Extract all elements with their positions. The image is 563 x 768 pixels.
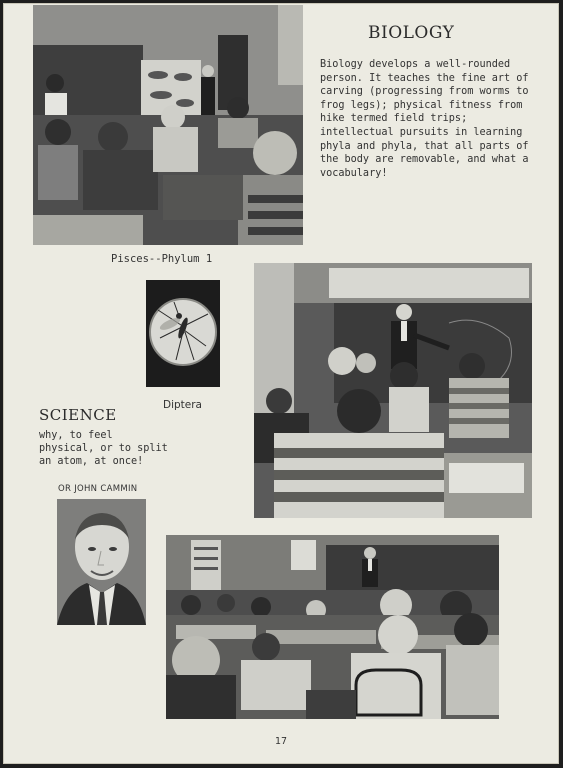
classroom-wide-photo bbox=[166, 535, 499, 719]
science-text: why, to feel physical, or to split an atom, at once! bbox=[39, 430, 168, 467]
pisces-caption: Pisces--Phylum 1 bbox=[111, 253, 213, 265]
page-number: 17 bbox=[275, 736, 288, 747]
yearbook-page bbox=[3, 3, 559, 764]
science-title: SCIENCE bbox=[39, 406, 117, 424]
teacher-name: OR JOHN CAMMIN bbox=[58, 484, 138, 494]
diptera-photo bbox=[146, 280, 220, 387]
biology-text: Biology develops a well-rounded person. It teaches the fine art of carving (progressing from worms to frog legs); physical fitness from hike termed field trips; intellectual pursuits in learning phyla and phyla, that all parts of the body are removable, and what a vocabulary! bbox=[320, 59, 529, 179]
diptera-caption: Diptera bbox=[163, 399, 202, 411]
biology-classroom-photo bbox=[33, 5, 303, 245]
biology-title: BIOLOGY bbox=[368, 23, 455, 43]
science-classroom-photo bbox=[254, 263, 532, 518]
teacher-portrait-photo bbox=[57, 499, 146, 625]
